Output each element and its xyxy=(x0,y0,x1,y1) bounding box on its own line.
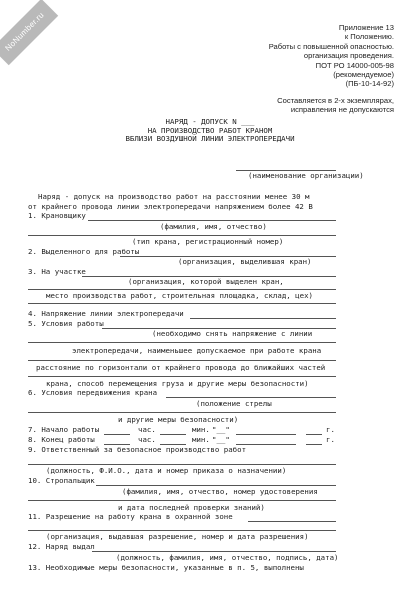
separator-line xyxy=(28,303,336,304)
item-3-line-2 xyxy=(28,289,336,290)
item-5-line-3 xyxy=(28,360,336,361)
appendix-line: (ПБ-10-14-92) xyxy=(345,79,394,89)
item-9-label: 9. Ответственный за безопасное производство работ xyxy=(28,445,247,454)
item-5-hint-2: электропередачи, наименьшее допускаемое при работе крана xyxy=(72,346,322,355)
item-11-label: 11. Разрешение на работу крана в охранной зоне xyxy=(28,512,233,521)
copies-note xyxy=(277,96,394,115)
item-8-year-unit: г. xyxy=(326,435,335,444)
item-10-hint-2: и дата последней проверки знаний) xyxy=(118,503,265,512)
item-7-year-unit: г. xyxy=(326,425,335,434)
item-12-line xyxy=(92,551,336,552)
item-7-month-field xyxy=(236,434,296,435)
item-10-label: 10. Стропальщик xyxy=(28,476,95,485)
item-9-hint: (должность, Ф.И.О., дата и номер приказа о назначении) xyxy=(46,466,287,475)
item-7-label: 7. Начало работы xyxy=(28,425,100,434)
item-4-line xyxy=(190,318,336,319)
item-7-year-field xyxy=(306,434,322,435)
item-11-line xyxy=(248,521,336,522)
item-10-line xyxy=(96,485,336,486)
item-7-minutes-unit: мин. xyxy=(192,425,210,434)
crane-type-line xyxy=(28,235,336,236)
item-3-hint: (организация, которой выделен кран, xyxy=(128,277,284,286)
org-name-hint: (наименование организации) xyxy=(248,171,364,180)
item-6-line xyxy=(166,397,336,398)
intro-line-1: Наряд - допуск на производство работ на расстоянии менее 30 м xyxy=(38,192,310,201)
title-line: НА ПРОИЗВОДСТВО РАБОТ КРАНОМ xyxy=(147,125,273,135)
item-7-day-field: "__" xyxy=(212,425,230,434)
item-11-hint: (организация, выдавшая разрешение, номер и дата разрешения) xyxy=(46,532,309,541)
item-11-line-2 xyxy=(28,530,336,531)
item-7-hours-unit: час. xyxy=(138,425,156,434)
item-5-label: 5. Условия работы xyxy=(28,319,104,328)
note-line: исправления не допускаются xyxy=(290,105,394,115)
item-5-hint: (необходимо снять напряжение с линии xyxy=(152,329,313,338)
item-5-line-2 xyxy=(28,342,336,343)
appendix-header xyxy=(269,23,394,89)
item-7-hour-field xyxy=(104,434,130,435)
appendix-line: Работы с повышенной опасностью. xyxy=(268,41,394,51)
item-1-label: 1. Крановщику xyxy=(28,211,86,220)
item-10-line-2 xyxy=(28,500,336,501)
note-line: Составляется в 2-х экземплярах, xyxy=(277,96,394,105)
appendix-line: ПОТ РО 14000-005-98 xyxy=(315,60,394,70)
intro-line-2: от крайнего провода линии электропередачи напряжением более 42 В xyxy=(28,202,313,211)
item-10-hint: (фамилия, имя, отчество, номер удостоверения xyxy=(122,487,318,496)
document-title xyxy=(0,118,420,144)
item-7-minute-field xyxy=(160,434,186,435)
item-3-hint-2: место производства работ, строительная площадка, склад, цех) xyxy=(46,291,313,300)
item-12-label: 12. Наряд выдал xyxy=(28,542,95,551)
item-2-hint: (организация, выделившая кран) xyxy=(178,257,312,266)
item-8-hours-unit: час. xyxy=(138,435,156,444)
item-8-minutes-unit: мин. xyxy=(192,435,210,444)
item-6-hint: (положение стрелы xyxy=(196,399,272,408)
watermark-ribbon: NoNumber.ru xyxy=(0,0,58,65)
item-4-label: 4. Напряжение линии электропередачи xyxy=(28,309,184,318)
item-5-line-4 xyxy=(28,376,336,377)
appendix-line: Приложение 13 xyxy=(338,23,394,32)
item-9-line xyxy=(28,464,336,465)
item-12-hint: (должность, фамилия, имя, отчество, подпись, дата) xyxy=(116,553,339,562)
item-2-label: 2. Выделенного для работы xyxy=(28,247,140,256)
appendix-line: к Положению. xyxy=(344,32,394,42)
appendix-line: организация проведения. xyxy=(303,51,394,61)
title-line: НАРЯД - ДОПУСК N ___ xyxy=(165,117,255,126)
item-8-year-field xyxy=(306,444,322,445)
item-5-hint-4: крана, способ перемещения груза и другие меры безопасности) xyxy=(46,379,309,388)
crane-type-hint: (тип крана, регистрационный номер) xyxy=(132,237,284,246)
item-1-hint: (фамилия, имя, отчество) xyxy=(160,222,267,231)
item-3-label: 3. На участке xyxy=(28,267,86,276)
title-line: ВБЛИЗИ ВОЗДУШНОЙ ЛИНИИ ЭЛЕКТРОПЕРЕДАЧИ xyxy=(125,134,295,143)
appendix-line: (рекомендуемое) xyxy=(333,70,394,80)
item-8-label: 8. Конец работы xyxy=(28,435,95,444)
item-5-hint-3: расстояние по горизонтали от крайнего провода до ближайших частей xyxy=(36,363,326,372)
item-13-label: 13. Необходимые меры безопасности, указанные в п. 5, выполнены xyxy=(28,563,304,572)
item-6-hint-2: и другие меры безопасности) xyxy=(118,415,239,424)
item-6-line-2 xyxy=(28,412,336,413)
item-8-day-field: "__" xyxy=(212,435,230,444)
item-1-line xyxy=(88,220,336,221)
item-6-label: 6. Условия передвижения крана xyxy=(28,388,158,397)
